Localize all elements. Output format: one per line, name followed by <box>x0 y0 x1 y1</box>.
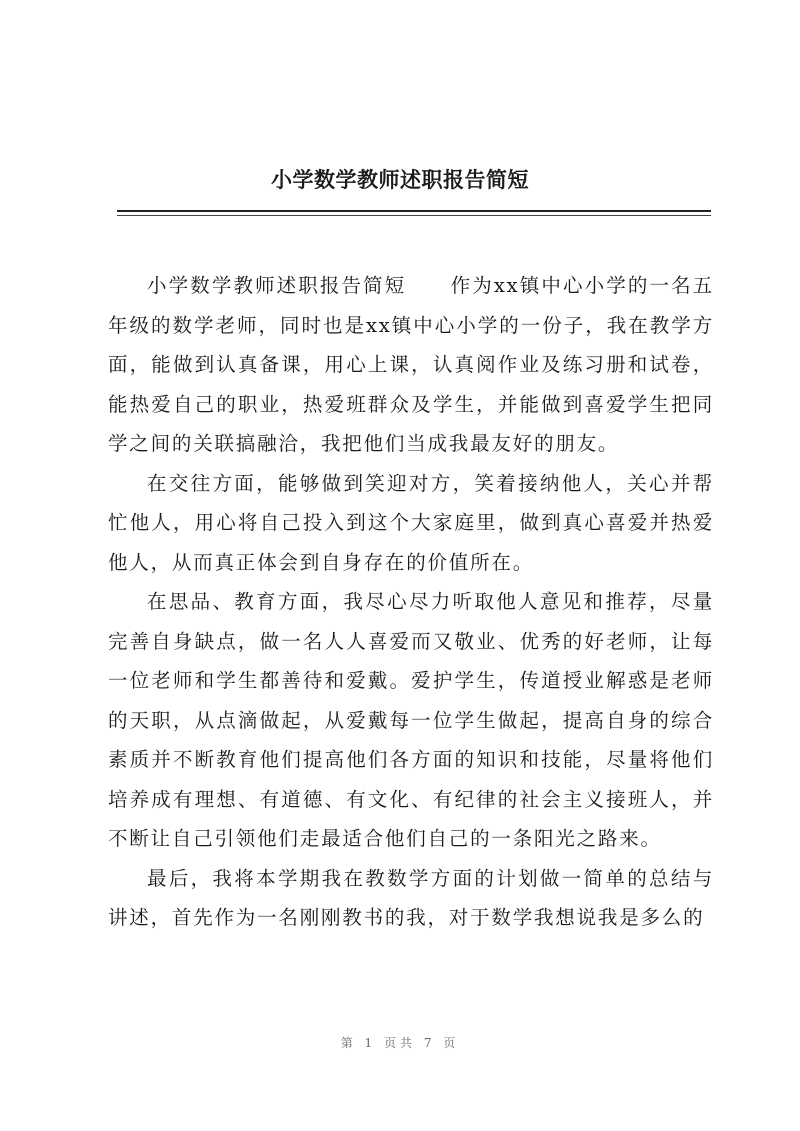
paragraph-1 <box>108 266 714 464</box>
document-body <box>108 266 714 938</box>
paragraph-text: 作为xx镇中心小学的一名五年级的数学老师，同时也是xx镇中心小学的一份子，我在教学方面，能做到认真备课，用心上课，认真阅作业及练习册和试卷，能热爱自己的职业，热爱班群众及学生，并能做到喜爱学生把同学之间的关联搞融洽，我把他们当成我最友好的朋友。 <box>108 274 714 455</box>
paragraph-3: 在思品、教育方面，我尽心尽力听取他人意见和推荐，尽量完善自身缺点，做一名人人喜爱而又敬业、优秀的好老师，让每一位老师和学生都善待和爱戴。爱护学生，传道授业解惑是老师的天职，从点滴做起，从爱戴每一位学生做起，提高自身的综合素质并不断教育他们提高他们各方面的知识和技能，尽量将他们培养成有理想、有道德、有文化、有纪律的社会主义接班人，并不断让自己引领他们走最适合他们自己的一条阳光之路来。 <box>108 590 714 850</box>
paragraph-4: 最后，我将本学期我在教数学方面的计划做一简单的总结与讲述，首先作为一名刚刚教书的我，对于数学我想说我是多么的 <box>108 866 714 929</box>
paragraph-lead: 小学数学教师述职报告简短 <box>147 274 407 297</box>
page-title: 小学数学教师述职报告简短 <box>271 167 529 192</box>
page-footer: 第 1 页共 7 页 <box>340 1036 460 1050</box>
paragraph-2: 在交往方面，能够做到笑迎对方，笑着接纳他人，关心并帮忙他人，用心将自己投入到这个大家庭里，做到真心喜爱并热爱他人，从而真正体会到自身存在的价值所在。 <box>108 471 714 574</box>
title-divider <box>117 210 711 212</box>
title-divider-thin <box>117 215 711 216</box>
